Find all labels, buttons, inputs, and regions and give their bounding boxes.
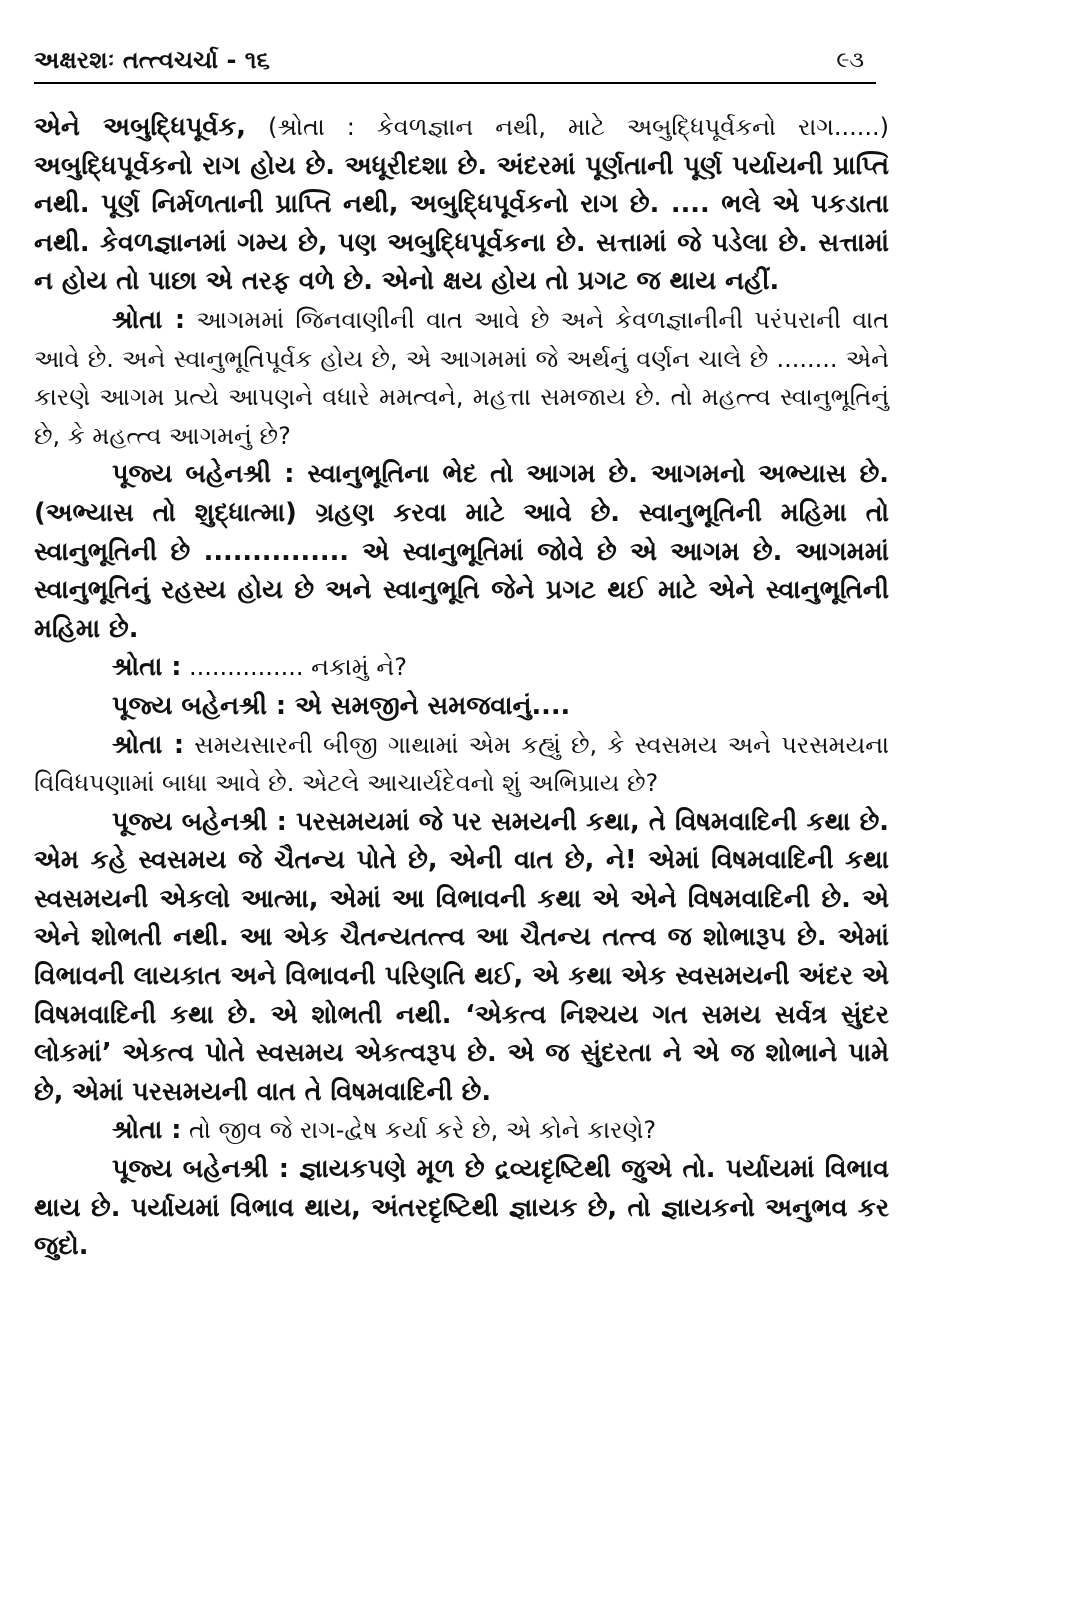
answer-text: જ્ઞાયકપણે મૂળ છે દ્રવ્યદૃષ્ટિથી જુએ તો. પર્યાયમાં વિભાવ થાય છે. પર્યાયમાં વિભાવ થાય, અંતરદૃષ્ટિથી જ્ઞાયક છે, તો જ્ઞાયકનો અનુભવ કર જુદો.	[34, 1154, 889, 1262]
page-body	[34, 108, 889, 1266]
answer-text: એ સમજીને સમજવાનું....	[286, 690, 571, 721]
question-text: તો જીવ જે રાગ-દ્વેષ કર્યા કરે છે, એ કોને કારણે?	[181, 1116, 657, 1145]
listener-question	[34, 1111, 889, 1150]
answer-text: સ્વાનુભૂતિના ભેદ તો આગમ છે. આગમનો અભ્યાસ છે. (અભ્યાસ તો શુદ્ધાત્મા) ગ્રહણ કરવા માટે આવે છે. સ્વાનુભૂતિની મહિમા તો સ્વાનુભૂતિની છે ............... એ સ્વાનુભૂતિમાં જોવે છે એ આગમ છે. આગમમાં સ્વાનુભૂતિનું રહસ્ય હોય છે અને સ્વાનુભૂતિ જેને પ્રગટ થઈ માટે એને સ્વાનુભૂતિની મહિમા છે.	[34, 459, 889, 644]
bahenshri-answer	[34, 687, 889, 726]
question-text: આગમમાં જિનવાણીની વાત આવે છે અને કેવળજ્ઞાનીની પરંપરાની વાત આવે છે. અને સ્વાનુભૂતિપૂર્વક હોય છે, એ આગમમાં જે અર્થનું વર્ણન ચાલે છે ........ એને કારણે આગમ પ્રત્યે આપણને વધારે મમત્વને, મહત્તા સમજાય છે. તો મહત્ત્વ સ્વાનુભૂતિનું છે, કે મહત્ત્વ આગમનું છે?	[34, 305, 890, 450]
running-title: અક્ષરશઃ તત્ત્વચર્ચા - ૧૬	[34, 46, 270, 74]
speaker-label: પૂજ્ય બહેનશ્રી :	[112, 806, 287, 837]
bahenshri-answer	[34, 1150, 889, 1266]
paragraph-continuation	[34, 108, 889, 301]
page-number: ૯૩	[836, 48, 864, 73]
speaker-label: પૂજ્ય બહેનશ્રી :	[112, 459, 295, 490]
question-text: સમયસારની બીજી ગાથામાં એમ કહ્યું છે, કે સ્વસમય અને પરસમયના વિવિધપણામાં બાધા આવે છે. એટલે આચાર્યદેવનો શું અભિપ્રાય છે?	[34, 730, 890, 798]
bahenshri-answer	[34, 803, 889, 1112]
speaker-label: પૂજ્ય બહેનશ્રી :	[112, 1154, 289, 1185]
speaker-label: શ્રોતા :	[112, 304, 186, 335]
paragraph-text: અબુદ્ધિપૂર્વકનો રાગ હોય છે. અધૂરીદશા છે. અંદરમાં પૂર્ણતાની પૂર્ણ પર્યાયની પ્રાપ્તિ નથી. પૂર્ણ નિર્મળતાની પ્રાપ્તિ નથી, અબુદ્ધિપૂર્વકનો રાગ છે. .... ભલે એ પકડાતા નથી. કેવળજ્ઞાનમાં ગમ્ય છે, પણ અબુદ્ધિપૂર્વકના છે. સત્તામાં જે પડેલા છે. સત્તામાં ન હોય તો પાછા એ તરફ વળે છે. એનો ક્ષય હોય તો પ્રગટ જ થાય નહીં.	[34, 150, 889, 297]
page-header	[34, 44, 876, 84]
speaker-label: શ્રોતા :	[112, 652, 182, 683]
listener-question	[34, 301, 889, 455]
paragraph-lead: એને અબુદ્ધિપૂર્વક,	[34, 112, 246, 142]
bahenshri-answer	[34, 455, 889, 648]
question-text: ............... નકામું ને?	[181, 653, 407, 682]
answer-text: પરસમયમાં જે પર સમયની કથા, તે વિષમવાદિની કથા છે. એમ કહે સ્વસમય જે ચૈતન્ય પોતે છે, એની વાત છે, ને! એમાં વિષમવાદિની કથા સ્વસમયની એકલો આત્મા, એમાં આ વિભાવની કથા એ એને વિષમવાદિની છે. એ એને શોભતી નથી. આ એક ચૈતન્યતત્ત્વ આ ચૈતન્ય તત્ત્વ જ શોભારૂપ છે. એમાં વિભાવની લાયકાત અને વિભાવની પરિણતિ થઈ, એ કથા એક સ્વસમયની અંદર એ વિષમવાદિની કથા છે. એ શોભતી નથી. ‘એકત્વ નિશ્ચય ગત સમય સર્વત્ર સુંદર લોકમાં’ એકત્વ પોતે સ્વસમય એકત્વરૂપ છે. એ જ સુંદરતા ને એ જ શોભાને પામે છે, એમાં પરસમયની વાત તે વિષમવાદિની છે.	[34, 806, 889, 1107]
speaker-label: શ્રોતા :	[112, 1115, 182, 1146]
listener-question	[34, 726, 889, 803]
inline-listener-note: (શ્રોતા : કેવળજ્ઞાન નથી, માટે અબુદ્ધિપૂર્વકનો રાગ......)	[246, 113, 889, 141]
listener-question	[34, 648, 889, 687]
speaker-label: પૂજ્ય બહેનશ્રી :	[112, 690, 287, 721]
speaker-label: શ્રોતા :	[112, 729, 185, 760]
